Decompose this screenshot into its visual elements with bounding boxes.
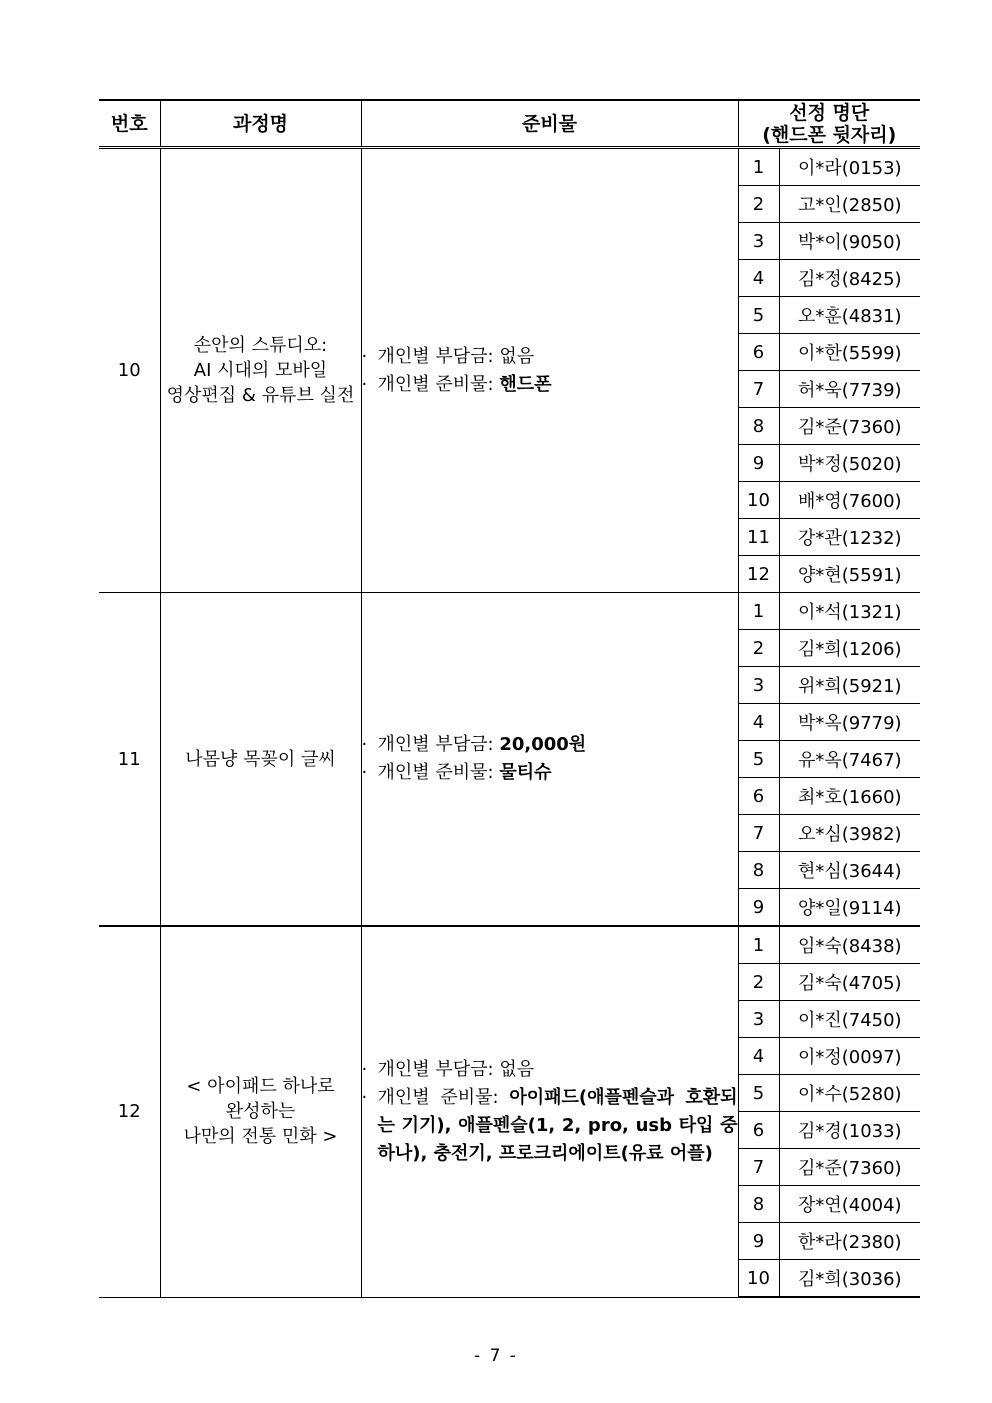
selected-index: 1 xyxy=(738,593,779,630)
preparation xyxy=(361,926,738,1297)
selected-name: 한*라(2380) xyxy=(779,1223,920,1260)
bullet-icon: · xyxy=(361,373,368,395)
selected-index: 10 xyxy=(738,1260,779,1298)
prep-text xyxy=(378,1084,738,1168)
preparation xyxy=(361,593,738,927)
table-body xyxy=(99,148,920,1298)
selected-index: 9 xyxy=(738,889,779,927)
prep-value: 아이패드(애플펜슬과 호환되는 기기), 애플펜슬(1, 2, pro, usb 타입 중 하나), 충전기, 프로크리에이트(유료 어플) xyxy=(377,1086,738,1164)
selected-index: 3 xyxy=(738,1001,779,1038)
selected-index: 7 xyxy=(738,815,779,852)
selected-index: 12 xyxy=(738,556,779,593)
selected-name: 유*옥(7467) xyxy=(779,741,920,778)
selected-name: 박*옥(9779) xyxy=(779,704,920,741)
prep-text xyxy=(378,1056,535,1084)
course-name-line: < 아이패드 하나로 xyxy=(186,1076,335,1098)
course-name xyxy=(160,926,361,1297)
selected-index: 6 xyxy=(738,334,779,371)
course-name xyxy=(160,593,361,927)
prep-text xyxy=(378,343,535,371)
bullet-icon: · xyxy=(361,345,368,367)
prep-label: 개인별 준비물: xyxy=(377,373,500,395)
prep-label: 개인별 부담금: xyxy=(377,734,500,755)
selected-name: 김*경(1033) xyxy=(779,1112,920,1149)
selected-index: 7 xyxy=(738,371,779,408)
course-name-line: 나만의 전통 민화 > xyxy=(183,1126,338,1148)
prep-value: 핸드폰 xyxy=(499,373,552,395)
selected-name: 배*영(7600) xyxy=(779,482,920,519)
selected-name: 양*현(5591) xyxy=(779,556,920,593)
course-number: 10 xyxy=(99,148,160,593)
selected-index: 6 xyxy=(738,778,779,815)
selected-index: 4 xyxy=(738,260,779,297)
selected-index: 9 xyxy=(738,1223,779,1260)
selected-name: 이*정(0097) xyxy=(779,1038,920,1075)
course-name-line: 손안의 스튜디오: xyxy=(193,335,328,356)
selected-name: 양*일(9114) xyxy=(779,889,920,927)
table-row xyxy=(99,926,920,964)
selected-name: 위*희(5921) xyxy=(779,667,920,704)
selected-name: 오*심(3982) xyxy=(779,815,920,852)
selected-index: 3 xyxy=(738,223,779,260)
header-selected xyxy=(738,100,920,148)
selected-index: 7 xyxy=(738,1149,779,1186)
selected-name: 이*석(1321) xyxy=(779,593,920,630)
selected-index: 2 xyxy=(738,630,779,667)
prep-item xyxy=(362,1084,738,1168)
course-name-line: AI 시대의 모바일 xyxy=(193,360,328,381)
selected-name: 고*인(2850) xyxy=(779,186,920,223)
selected-name: 현*심(3644) xyxy=(779,852,920,889)
course-name xyxy=(160,148,361,593)
selected-name: 김*숙(4705) xyxy=(779,964,920,1001)
prep-text xyxy=(378,731,587,759)
prep-text xyxy=(378,371,552,399)
prep-value: 없음 xyxy=(499,345,535,367)
selected-index: 3 xyxy=(738,667,779,704)
prep-item xyxy=(362,759,738,787)
selected-index: 4 xyxy=(738,704,779,741)
selected-index: 8 xyxy=(738,408,779,445)
prep-label: 개인별 준비물: xyxy=(377,1086,510,1108)
selected-index: 2 xyxy=(738,186,779,223)
selected-name: 강*관(1232) xyxy=(779,519,920,556)
selected-name: 박*정(5020) xyxy=(779,445,920,482)
selected-name: 이*진(7450) xyxy=(779,1001,920,1038)
selected-name: 최*호(1660) xyxy=(779,778,920,815)
selected-name: 이*한(5599) xyxy=(779,334,920,371)
prep-label: 개인별 부담금: xyxy=(377,345,500,367)
prep-item xyxy=(362,731,738,759)
selected-index: 4 xyxy=(738,1038,779,1075)
prep-item xyxy=(362,343,738,371)
selected-name: 김*희(3036) xyxy=(779,1260,920,1298)
selected-index: 5 xyxy=(738,297,779,334)
selected-name: 오*훈(4831) xyxy=(779,297,920,334)
bullet-icon: · xyxy=(361,762,368,783)
selected-name: 김*준(7360) xyxy=(779,1149,920,1186)
selected-name: 김*정(8425) xyxy=(779,260,920,297)
preparation xyxy=(361,148,738,593)
header-course: 과정명 xyxy=(160,100,361,148)
prep-value: 없음 xyxy=(499,1058,535,1080)
selected-name: 허*욱(7739) xyxy=(779,371,920,408)
selected-index: 8 xyxy=(738,1186,779,1223)
selected-index: 11 xyxy=(738,519,779,556)
course-number: 11 xyxy=(99,593,160,927)
bullet-icon: · xyxy=(361,734,368,755)
prep-item xyxy=(362,371,738,399)
prep-value: 물티슈 xyxy=(499,762,552,783)
selected-index: 6 xyxy=(738,1112,779,1149)
selected-index: 5 xyxy=(738,1075,779,1112)
table-row xyxy=(99,148,920,186)
selected-index: 9 xyxy=(738,445,779,482)
header-selected-line1: 선정 명단 xyxy=(789,101,870,124)
selected-name: 박*이(9050) xyxy=(779,223,920,260)
prep-label: 개인별 준비물: xyxy=(377,762,500,783)
selected-name: 이*수(5280) xyxy=(779,1075,920,1112)
prep-item xyxy=(362,1056,738,1084)
selected-index: 8 xyxy=(738,852,779,889)
course-name-line: 영상편집 & 유튜브 실전 xyxy=(166,385,355,406)
header-prep: 준비물 xyxy=(361,100,738,148)
course-number: 12 xyxy=(99,926,160,1297)
selected-name: 장*연(4004) xyxy=(779,1186,920,1223)
selected-index: 2 xyxy=(738,964,779,1001)
header-number: 번호 xyxy=(99,100,160,148)
course-name-line: 완성하는 xyxy=(225,1101,296,1123)
selected-index: 10 xyxy=(738,482,779,519)
bullet-icon: · xyxy=(361,1086,368,1108)
prep-value: 20,000원 xyxy=(499,734,587,755)
selected-name: 김*희(1206) xyxy=(779,630,920,667)
table-row xyxy=(99,593,920,630)
selected-index: 1 xyxy=(738,926,779,964)
bullet-icon: · xyxy=(361,1058,368,1080)
prep-label: 개인별 부담금: xyxy=(377,1058,500,1080)
header-selected-line2: (핸드폰 뒷자리) xyxy=(762,123,897,146)
selected-name: 김*준(7360) xyxy=(779,408,920,445)
page-number: - 7 - xyxy=(474,1346,518,1366)
selected-name: 이*라(0153) xyxy=(779,148,920,186)
course-name-line: 나몸냥 목꽂이 글씨 xyxy=(185,748,336,770)
prep-text xyxy=(378,759,552,787)
selected-name: 임*숙(8438) xyxy=(779,926,920,964)
selected-index: 5 xyxy=(738,741,779,778)
selection-table xyxy=(99,99,920,1298)
selected-index: 1 xyxy=(738,148,779,186)
table-header-row xyxy=(99,100,920,148)
